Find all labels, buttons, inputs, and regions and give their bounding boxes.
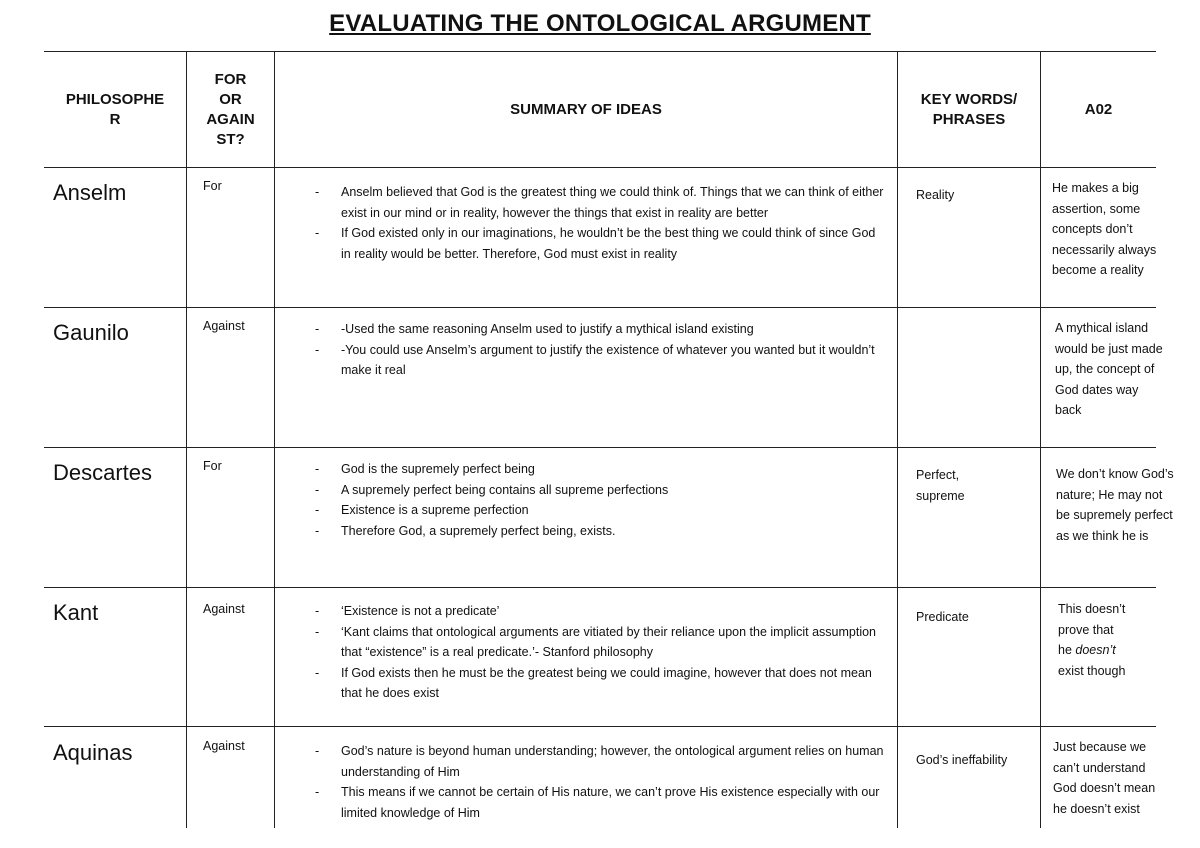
ao2-cell: We don’t know God’s nature; He may not be supremely perfect as we think he is	[1056, 467, 1174, 543]
stance-label: Against	[203, 319, 245, 333]
summary-point: - God’s nature is beyond human understanding; however, the ontological argument relies on human understanding of Him	[310, 741, 885, 782]
summary-list	[310, 741, 885, 823]
philosopher-name: Descartes	[53, 460, 153, 485]
philosopher-name: Anselm	[53, 180, 127, 205]
philosopher-name: Aquinas	[53, 740, 133, 765]
stance-label: For	[203, 459, 222, 473]
summary-point: - If God existed only in our imaginations, he wouldn’t be the best thing we could think of since God in reality would be better. Therefore, God must exist in reality	[310, 223, 885, 264]
keywords-cell: God’s ineffability	[916, 753, 1008, 767]
philosopher-name: Gaunilo	[53, 320, 129, 345]
stance-label: For	[203, 179, 222, 193]
summary-point: - Anselm believed that God is the greatest thing we could think of. Things that we can think of either exist in our mind or in reality, however the things that exist in reality are better	[310, 182, 885, 223]
ao2-emphasis: doesn’t	[1075, 643, 1116, 657]
header-summary: SUMMARY OF IDEAS	[510, 100, 662, 118]
summary-point: - This means if we cannot be certain of His nature, we can’t prove His existence especially with our limited knowledge of Him	[310, 782, 885, 823]
summary-list	[310, 459, 885, 541]
header-stance: FOR OR AGAIN ST?	[206, 70, 255, 148]
row-divider	[44, 307, 1156, 308]
summary-point: - God is the supremely perfect being	[310, 459, 885, 480]
summary-point: - A supremely perfect being contains all supreme perfections	[310, 480, 885, 501]
column-divider	[897, 51, 898, 828]
summary-point: - Therefore God, a supremely perfect being, exists.	[310, 521, 885, 542]
summary-list	[310, 319, 885, 381]
page-title: EVALUATING THE ONTOLOGICAL ARGUMENT	[329, 10, 871, 37]
header-bottom-border	[44, 167, 1156, 168]
column-divider	[1040, 51, 1041, 828]
ao2-cell: A mythical island would be just made up, the concept of God dates way back	[1055, 321, 1163, 417]
summary-point: - -You could use Anselm’s argument to justify the existence of whatever you wanted but it wouldn’t make it real	[310, 340, 885, 381]
keywords-cell: Predicate	[916, 610, 969, 624]
ao2-text: prove that	[1058, 622, 1114, 637]
philosopher-name: Kant	[53, 600, 99, 625]
row-divider	[44, 726, 1156, 727]
row-divider	[44, 447, 1156, 448]
ao2-text: exist though	[1058, 663, 1126, 678]
header-keywords: KEY WORDS/ PHRASES	[920, 90, 1018, 128]
summary-point: - If God exists then he must be the greatest being we could imagine, however that does not mean that he does exist	[310, 663, 885, 704]
summary-point: - ‘Kant claims that ontological arguments are vitiated by their reliance upon the implicit assumption that “existence” is a real predicate.’- Stanford philosophy	[310, 622, 885, 663]
header-ao2: A02	[1084, 100, 1113, 118]
ao2-cell: Just because we can’t understand God doesn’t mean he doesn’t exist	[1053, 740, 1156, 816]
summary-list	[310, 182, 885, 264]
ao2-cell: He makes a big assertion, some concepts don’t necessarily always become a reality	[1052, 181, 1157, 277]
summary-point: - ‘Existence is not a predicate’	[310, 601, 885, 622]
stance-label: Against	[203, 739, 245, 753]
summary-point: - Existence is a supreme perfection	[310, 500, 885, 521]
column-divider	[274, 51, 275, 828]
summary-point: - -Used the same reasoning Anselm used to justify a mythical island existing	[310, 319, 885, 340]
ao2-text: This doesn’t	[1058, 602, 1126, 616]
ao2-text: he	[1058, 643, 1076, 657]
column-divider	[186, 51, 187, 828]
summary-list	[310, 601, 885, 704]
keywords-cell: Reality	[916, 188, 955, 202]
stance-label: Against	[203, 602, 245, 616]
row-divider	[44, 587, 1156, 588]
ao2-cell	[1058, 599, 1158, 681]
keywords-cell: Perfect, supreme	[916, 468, 965, 503]
header-philosopher: PHILOSOPHE R	[65, 90, 165, 128]
